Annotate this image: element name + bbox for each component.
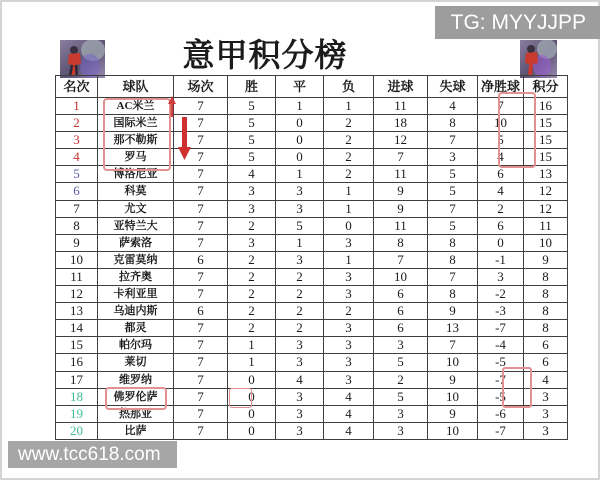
points-cell: 15	[524, 149, 568, 166]
wins-cell: 1	[228, 354, 276, 371]
losses-cell: 3	[324, 286, 374, 303]
goals-for-cell: 8	[374, 235, 428, 252]
goals-for-cell: 11	[374, 166, 428, 183]
points-cell: 8	[524, 269, 568, 286]
team-cell: 那不勒斯	[98, 132, 174, 149]
column-header: 积分	[524, 76, 568, 98]
table-row	[56, 98, 568, 115]
team-cell: 萨索洛	[98, 235, 174, 252]
team-cell: 都灵	[98, 320, 174, 337]
points-cell: 6	[524, 337, 568, 354]
standings-header	[56, 76, 568, 98]
goals-for-cell: 6	[374, 286, 428, 303]
played-cell: 7	[174, 218, 228, 235]
rank-cell: 17	[56, 372, 98, 389]
goal-diff-cell: -6	[478, 406, 524, 423]
goal-diff-cell: -1	[478, 252, 524, 269]
table-row	[56, 149, 568, 166]
table-row	[56, 423, 568, 440]
goals-for-cell: 3	[374, 423, 428, 440]
points-cell: 8	[524, 320, 568, 337]
team-cell: 博洛尼亚	[98, 166, 174, 183]
draws-cell: 3	[276, 201, 324, 218]
losses-cell: 0	[324, 218, 374, 235]
goals-against-cell: 5	[428, 218, 478, 235]
team-cell: 克雷莫纳	[98, 252, 174, 269]
goal-diff-cell: -4	[478, 337, 524, 354]
goals-for-cell: 6	[374, 303, 428, 320]
draws-cell: 5	[276, 218, 324, 235]
wins-cell: 3	[228, 235, 276, 252]
goals-for-cell: 12	[374, 132, 428, 149]
table-row	[56, 372, 568, 389]
played-cell: 7	[174, 354, 228, 371]
draws-cell: 3	[276, 423, 324, 440]
wins-cell: 0	[228, 389, 276, 406]
wins-cell: 5	[228, 98, 276, 115]
goal-diff-cell: -7	[478, 320, 524, 337]
points-cell: 3	[524, 423, 568, 440]
goal-diff-cell: -3	[478, 303, 524, 320]
goals-against-cell: 10	[428, 423, 478, 440]
draws-cell: 1	[276, 166, 324, 183]
wins-cell: 2	[228, 252, 276, 269]
goals-against-cell: 8	[428, 235, 478, 252]
played-cell: 7	[174, 201, 228, 218]
wins-cell: 2	[228, 320, 276, 337]
goal-diff-cell: 10	[478, 115, 524, 132]
column-header: 平	[276, 76, 324, 98]
losses-cell: 2	[324, 132, 374, 149]
wins-cell: 0	[228, 372, 276, 389]
goals-for-cell: 2	[374, 372, 428, 389]
wins-cell: 5	[228, 115, 276, 132]
goal-diff-cell: 4	[478, 183, 524, 200]
goals-for-cell: 11	[374, 218, 428, 235]
draws-cell: 0	[276, 132, 324, 149]
page-title: 意甲积分榜	[182, 37, 348, 73]
goals-against-cell: 8	[428, 286, 478, 303]
goals-for-cell: 5	[374, 389, 428, 406]
wins-cell: 1	[228, 337, 276, 354]
wins-cell: 0	[228, 423, 276, 440]
draws-cell: 3	[276, 252, 324, 269]
draws-cell: 3	[276, 354, 324, 371]
losses-cell: 4	[324, 389, 374, 406]
rank-cell: 7	[56, 201, 98, 218]
draws-cell: 2	[276, 320, 324, 337]
losses-cell: 4	[324, 423, 374, 440]
goals-against-cell: 7	[428, 132, 478, 149]
table-row	[56, 252, 568, 269]
points-cell: 11	[524, 218, 568, 235]
rank-cell: 4	[56, 149, 98, 166]
team-cell: AC米兰	[98, 98, 174, 115]
draws-cell: 0	[276, 149, 324, 166]
losses-cell: 4	[324, 406, 374, 423]
wins-cell: 2	[228, 269, 276, 286]
team-cell: 罗马	[98, 149, 174, 166]
losses-cell: 3	[324, 372, 374, 389]
goals-against-cell: 10	[428, 389, 478, 406]
losses-cell: 3	[324, 320, 374, 337]
wins-cell: 2	[228, 286, 276, 303]
table-row	[56, 320, 568, 337]
points-cell: 15	[524, 115, 568, 132]
column-header: 负	[324, 76, 374, 98]
played-cell: 7	[174, 115, 228, 132]
draws-cell: 3	[276, 183, 324, 200]
goal-diff-cell: -7	[478, 423, 524, 440]
losses-cell: 2	[324, 303, 374, 320]
goal-diff-cell: 5	[478, 132, 524, 149]
table-row	[56, 166, 568, 183]
played-cell: 7	[174, 423, 228, 440]
played-cell: 7	[174, 269, 228, 286]
losses-cell: 2	[324, 166, 374, 183]
played-cell: 7	[174, 166, 228, 183]
website-watermark-badge: www.tcc618.com	[8, 441, 177, 468]
played-cell: 6	[174, 252, 228, 269]
table-row	[56, 354, 568, 371]
rank-cell: 8	[56, 218, 98, 235]
goals-against-cell: 7	[428, 201, 478, 218]
draws-cell: 1	[276, 98, 324, 115]
wins-cell: 2	[228, 303, 276, 320]
goals-for-cell: 18	[374, 115, 428, 132]
table-row	[56, 286, 568, 303]
goals-against-cell: 13	[428, 320, 478, 337]
points-cell: 6	[524, 354, 568, 371]
goal-diff-cell: -5	[478, 389, 524, 406]
points-cell: 8	[524, 303, 568, 320]
goals-against-cell: 9	[428, 406, 478, 423]
goals-for-cell: 6	[374, 320, 428, 337]
team-cell: 尤文	[98, 201, 174, 218]
goal-diff-cell: -2	[478, 286, 524, 303]
points-cell: 4	[524, 372, 568, 389]
player-photo-left	[60, 40, 105, 78]
standings-body	[56, 98, 568, 440]
team-cell: 亚特兰大	[98, 218, 174, 235]
draws-cell: 1	[276, 235, 324, 252]
team-cell: 乌迪内斯	[98, 303, 174, 320]
rank-cell: 3	[56, 132, 98, 149]
losses-cell: 1	[324, 201, 374, 218]
goals-against-cell: 10	[428, 354, 478, 371]
goals-against-cell: 5	[428, 166, 478, 183]
points-cell: 8	[524, 286, 568, 303]
rank-cell: 15	[56, 337, 98, 354]
column-header: 场次	[174, 76, 228, 98]
goals-for-cell: 9	[374, 183, 428, 200]
rank-cell: 12	[56, 286, 98, 303]
played-cell: 7	[174, 132, 228, 149]
draws-cell: 2	[276, 286, 324, 303]
wins-cell: 0	[228, 406, 276, 423]
column-header: 进球	[374, 76, 428, 98]
losses-cell: 2	[324, 115, 374, 132]
team-cell: 科莫	[98, 183, 174, 200]
played-cell: 7	[174, 406, 228, 423]
played-cell: 7	[174, 320, 228, 337]
column-header: 净胜球	[478, 76, 524, 98]
wins-cell: 2	[228, 218, 276, 235]
goals-against-cell: 5	[428, 183, 478, 200]
goal-diff-cell: 7	[478, 98, 524, 115]
table-row	[56, 201, 568, 218]
team-cell: 拉齐奥	[98, 269, 174, 286]
played-cell: 7	[174, 235, 228, 252]
points-cell: 12	[524, 201, 568, 218]
goals-for-cell: 11	[374, 98, 428, 115]
table-row	[56, 235, 568, 252]
player-photo-right	[520, 40, 557, 78]
column-header: 失球	[428, 76, 478, 98]
rank-cell: 13	[56, 303, 98, 320]
table-row	[56, 132, 568, 149]
goals-for-cell: 7	[374, 252, 428, 269]
rank-cell: 1	[56, 98, 98, 115]
rank-cell: 2	[56, 115, 98, 132]
goal-diff-cell: -5	[478, 354, 524, 371]
rank-cell: 6	[56, 183, 98, 200]
rank-cell: 10	[56, 252, 98, 269]
points-cell: 13	[524, 166, 568, 183]
goals-for-cell: 3	[374, 406, 428, 423]
wins-cell: 5	[228, 132, 276, 149]
wins-cell: 3	[228, 183, 276, 200]
goal-diff-cell: 3	[478, 269, 524, 286]
losses-cell: 3	[324, 337, 374, 354]
losses-cell: 1	[324, 252, 374, 269]
rank-cell: 16	[56, 354, 98, 371]
played-cell: 7	[174, 372, 228, 389]
goals-against-cell: 7	[428, 337, 478, 354]
table-row	[56, 115, 568, 132]
played-cell: 7	[174, 149, 228, 166]
wins-cell: 4	[228, 166, 276, 183]
goal-diff-cell: 2	[478, 201, 524, 218]
goal-diff-cell: -7	[478, 372, 524, 389]
draws-cell: 3	[276, 389, 324, 406]
goals-for-cell: 3	[374, 337, 428, 354]
goals-against-cell: 3	[428, 149, 478, 166]
losses-cell: 3	[324, 235, 374, 252]
played-cell: 6	[174, 303, 228, 320]
column-header: 名次	[56, 76, 98, 98]
draws-cell: 2	[276, 269, 324, 286]
table-row	[56, 218, 568, 235]
rank-cell: 11	[56, 269, 98, 286]
table-row	[56, 337, 568, 354]
draws-cell: 3	[276, 406, 324, 423]
goals-for-cell: 5	[374, 354, 428, 371]
played-cell: 7	[174, 337, 228, 354]
played-cell: 7	[174, 286, 228, 303]
goals-against-cell: 8	[428, 252, 478, 269]
points-cell: 12	[524, 183, 568, 200]
standings-table	[55, 75, 568, 440]
team-cell: 佛罗伦萨	[98, 389, 174, 406]
team-cell: 维罗纳	[98, 372, 174, 389]
points-cell: 16	[524, 98, 568, 115]
goal-diff-cell: 6	[478, 218, 524, 235]
points-cell: 15	[524, 132, 568, 149]
goals-for-cell: 7	[374, 149, 428, 166]
wins-cell: 5	[228, 149, 276, 166]
goals-for-cell: 9	[374, 201, 428, 218]
table-row	[56, 269, 568, 286]
points-cell: 3	[524, 406, 568, 423]
goal-diff-cell: 6	[478, 166, 524, 183]
team-cell: 卡利亚里	[98, 286, 174, 303]
goal-diff-cell: 4	[478, 149, 524, 166]
points-cell: 10	[524, 235, 568, 252]
goals-against-cell: 4	[428, 98, 478, 115]
draws-cell: 4	[276, 372, 324, 389]
column-header: 球队	[98, 76, 174, 98]
team-cell: 热那亚	[98, 406, 174, 423]
rank-cell: 14	[56, 320, 98, 337]
column-header: 胜	[228, 76, 276, 98]
table-row	[56, 389, 568, 406]
rank-cell: 20	[56, 423, 98, 440]
draws-cell: 3	[276, 337, 324, 354]
rank-cell: 18	[56, 389, 98, 406]
goals-against-cell: 8	[428, 115, 478, 132]
table-row	[56, 183, 568, 200]
rank-cell: 19	[56, 406, 98, 423]
rank-cell: 9	[56, 235, 98, 252]
goals-against-cell: 9	[428, 372, 478, 389]
losses-cell: 3	[324, 354, 374, 371]
team-cell: 帕尔玛	[98, 337, 174, 354]
losses-cell: 1	[324, 183, 374, 200]
telegram-watermark-badge: TG: MYYJJPP	[435, 6, 600, 39]
losses-cell: 2	[324, 149, 374, 166]
team-cell: 比萨	[98, 423, 174, 440]
table-row	[56, 303, 568, 320]
played-cell: 7	[174, 98, 228, 115]
team-cell: 莱切	[98, 354, 174, 371]
goals-against-cell: 7	[428, 269, 478, 286]
played-cell: 7	[174, 389, 228, 406]
points-cell: 3	[524, 389, 568, 406]
goals-against-cell: 9	[428, 303, 478, 320]
draws-cell: 0	[276, 115, 324, 132]
played-cell: 7	[174, 183, 228, 200]
draws-cell: 2	[276, 303, 324, 320]
goal-diff-cell: 0	[478, 235, 524, 252]
team-cell: 国际米兰	[98, 115, 174, 132]
losses-cell: 1	[324, 98, 374, 115]
losses-cell: 3	[324, 269, 374, 286]
rank-cell: 5	[56, 166, 98, 183]
table-row	[56, 406, 568, 423]
points-cell: 9	[524, 252, 568, 269]
wins-cell: 3	[228, 201, 276, 218]
goals-for-cell: 10	[374, 269, 428, 286]
